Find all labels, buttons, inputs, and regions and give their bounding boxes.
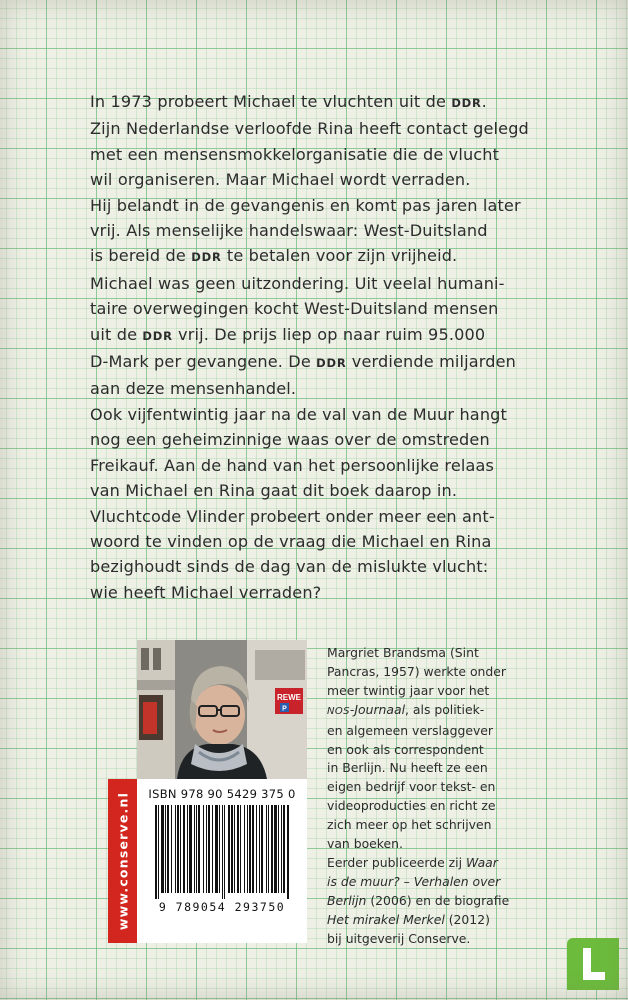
l-logo-icon [583,948,605,980]
journal-title: -Journaal [349,701,406,717]
barcode-bar [237,805,239,893]
barcode-bar [189,805,192,893]
barcode-bar [206,805,207,893]
blurb-text: taire overwegingen kocht West-Duitsland mensen [90,299,499,319]
blurb-text: . [481,92,487,111]
ddr-abbrev: DDR [191,250,222,265]
barcode-bar [224,805,225,899]
barcode-bar [175,805,176,893]
blurb-text: uit de [90,324,143,344]
author-bio [327,644,527,949]
barcode-bar [274,805,277,893]
barcode-bar [261,805,263,893]
barcode-bar [183,805,185,893]
blurb-text: vrij. Als menselijke handelswaar: West-Duitsland [90,221,488,241]
blurb-text: verdiende miljarden [346,352,517,372]
bio-line: Pancras, 1957) werkte onder [327,663,506,679]
book-title: Berlijn [327,892,367,908]
blurb-text: te betalen voor zijn vrijheid. [221,246,458,266]
bio-line: en ook als correspondent [327,741,484,757]
bio-line: videoproducties en richt ze [327,798,496,814]
barcode-bar [247,805,248,893]
blurb-line [90,554,560,579]
blurb-line [90,296,560,321]
book-title: is de muur? – Verhalen over [327,873,501,889]
publisher-url[interactable]: www.conserve.nl [115,791,130,931]
blurb-text: Zijn Nederlandse verloofde Rina heeft contact gelegd [90,119,529,139]
bio-line: zich meer op het schrijven [327,817,492,833]
barcode-bar [158,805,159,899]
blurb-text: woord te vinden op de vraag die Michael en Rina [90,531,492,551]
barcode-bar [177,805,179,893]
barcode-bar [194,805,195,893]
blurb-text: Vluchtcode Vlinder probeert onder meer een ant- [90,506,495,526]
isbn-label: ISBN 978 90 5429 375 0 [148,787,296,801]
barcode-bar [268,805,269,893]
barcode-bar [165,805,166,893]
barcode-bar [256,805,257,893]
book-title: Waar [466,854,498,870]
barcode-bar [187,805,188,893]
photo-sign-text: REWE [277,693,301,702]
barcode-bar [252,805,254,893]
blurb-text: Freikauf. Aan de hand van het persoonlijke relaas [90,455,495,475]
bio-text: (2006) en de biografie [366,892,510,908]
publisher-strip [108,779,137,943]
barcode-bar [228,805,230,893]
barcode-bar [278,805,279,893]
bio-line [327,911,527,930]
barcode-bar [231,805,233,893]
barcode-number: 9 789054 293750 [158,900,286,914]
bio-line: eigen bedrijf voor tekst- en [327,779,496,795]
barcode-bar [244,805,245,893]
barcode-bar [167,805,169,893]
barcode-bar [259,805,260,893]
barcode-bar [234,805,235,893]
bio-line: bij uitgeverij Conserve. [327,930,471,946]
bio-line: meer twintig jaar voor het [327,682,490,698]
ddr-abbrev: DDR [451,96,482,110]
isbn-barcode [137,779,307,943]
bio-line [327,892,527,911]
blurb-text: Ook vijfentwintig jaar na de val van de Muur hangt [90,404,507,424]
barcode-bars [155,805,289,899]
barcode-bar [266,805,267,893]
blurb-line [90,580,560,605]
blurb-line [90,478,560,503]
barcode-bar [222,805,223,899]
blurb-line [90,376,560,401]
barcode-bar [171,805,172,893]
bio-line [327,854,527,873]
blurb-text: van Michael en Rina gaat dit boek daarop in. [90,481,458,501]
barcode-bar [180,805,181,893]
blurb-line [90,218,560,243]
bio-line: van boeken. [327,836,403,852]
blurb-line [90,116,560,141]
blurb-text [90,89,560,605]
bio-line: en algemeen verslaggever [327,722,493,738]
barcode-bar [271,805,273,893]
ddr-abbrev: DDR [316,356,347,371]
ddr-abbrev: DDR [142,328,173,343]
barcode-bar [283,805,285,893]
blurb-text: In 1973 probeert Michael te vluchten uit de [90,92,452,111]
barcode-bar [212,805,213,893]
bio-line: Margriet Brandsma (Sint [327,645,479,660]
blurb-line [90,167,560,192]
author-photo [137,640,307,779]
barcode-bar [219,805,220,893]
blurb-line [90,529,560,554]
blurb-text: wie heeft Michael verraden? [90,582,322,602]
barcode-bar [240,805,241,893]
barcode-bar [215,805,218,893]
blurb-line [90,453,560,478]
blurb-line [90,271,560,296]
blurb-text: bezighoudt sinds de dag van de mislukte vlucht: [90,557,489,577]
blurb-text: vrij. De prijs liep op naar ruim 95.000 [172,324,486,344]
blurb-line [90,504,560,529]
nos-abbrev: NOS [327,705,350,717]
blurb-line [90,89,560,116]
svg-text:P: P [282,705,287,713]
blurb-line [90,402,560,427]
bio-text: (2012) [444,911,490,927]
barcode-bar [281,805,282,893]
barcode-bar [161,805,164,893]
blurb-text: nog een geheimzinnige waas over de omstreden [90,430,490,450]
barcode-bar [287,805,289,899]
bio-text: Eerder publiceerde zij [327,854,467,870]
blurb-text: D-Mark per gevangene. De [90,352,317,372]
blurb-line [90,322,560,349]
blurb-text: wil organiseren. Maar Michael wordt verraden. [90,170,471,190]
barcode-bar [203,805,204,893]
blurb-text: met een mensensmokkelorganisatie die de vlucht [90,144,500,164]
blurb-text: Hij belandt in de gevangenis en komt pas jaren later [90,195,521,215]
bio-text: , als politiek- [405,701,485,717]
blurb-text: is bereid de [90,246,192,266]
barcode-bar [249,805,251,893]
barcode-bar [208,805,210,893]
bio-line: in Berlijn. Nu heeft ze een [327,760,488,776]
bio-line [327,873,527,892]
blurb-line [90,243,560,270]
blurb-text: aan deze mensenhandel. [90,379,297,399]
blurb-text: Michael was geen uitzondering. Uit veelal humani- [90,273,505,293]
blurb-line [90,427,560,452]
book-title: Het mirakel Merkel [327,911,445,927]
barcode-bar [155,805,157,899]
barcode-bar [196,805,197,893]
blurb-line [90,349,560,376]
publisher-logo [567,938,619,990]
barcode-bar [198,805,200,893]
bio-line [327,701,527,722]
blurb-line [90,142,560,167]
blurb-line [90,193,560,218]
